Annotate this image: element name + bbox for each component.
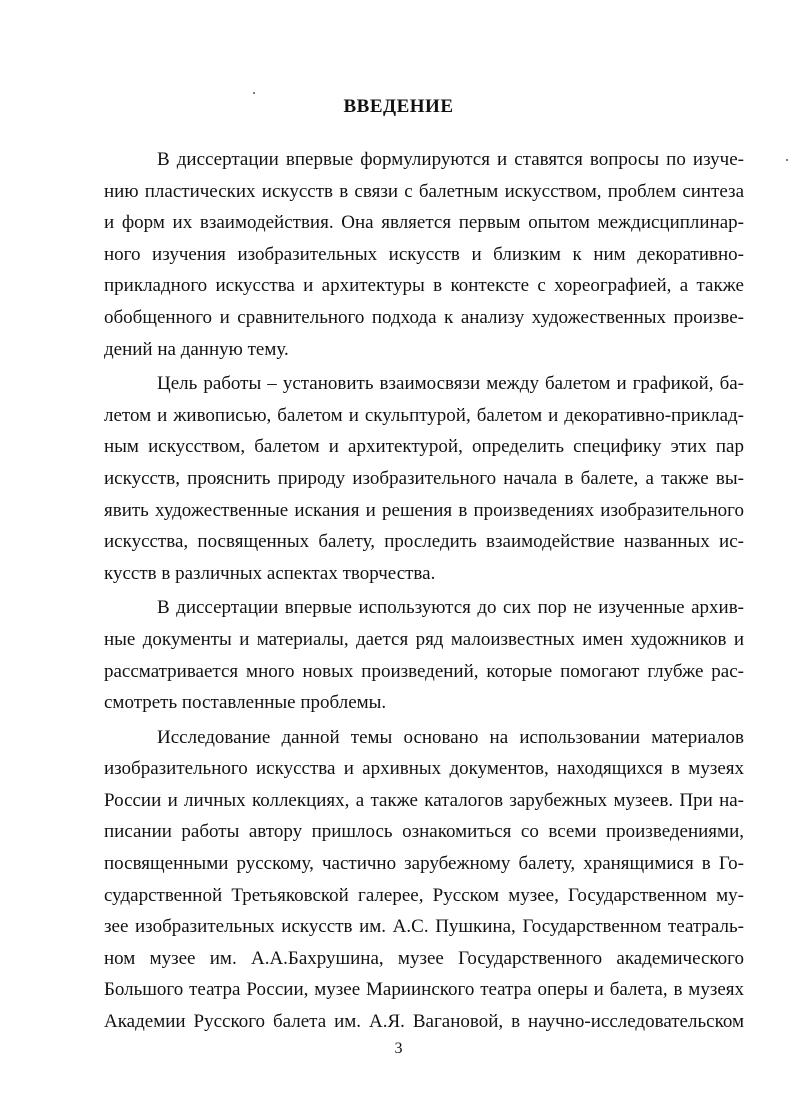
body-text	[104, 144, 744, 1038]
text-line: Большого театра России, музее Мариинского театра оперы и балета, в музеях	[104, 979, 744, 1001]
text-line: Цель работы – установить взаимосвязи между балетом и графикой, ба-	[157, 373, 744, 395]
text-line: искусства, посвященных балету, проследить взаимодействие названных ис-	[104, 531, 744, 553]
text-line: ные документы и материалы, дается ряд малоизвестных имен художников и	[104, 628, 744, 650]
text-line: летом и живописью, балетом и скульптурой, балетом и декоративно-приклад-	[104, 404, 744, 426]
text-line: явить художественные искания и решения в произведениях изобразительного	[104, 499, 744, 521]
text-line: писании работы автору пришлось ознакомиться со всеми произведениями,	[104, 821, 744, 843]
text-line: Академии Русского балета им. А.Я. Вагановой, в научно-исследовательском	[104, 1011, 744, 1033]
text-line: прикладного искусства и архитектуры в контексте с хореографией, а также	[104, 275, 744, 297]
text-line: ного изучения изобразительных искусств и близким к ним декоративно-	[104, 243, 744, 265]
text-line: России и личных коллекциях, а также каталогов зарубежных музеев. При на-	[104, 789, 744, 811]
text-line: смотреть поставленные проблемы.	[104, 692, 387, 714]
text-line: В диссертации впервые формулируются и ставятся вопросы по изуче-	[157, 149, 744, 170]
text-line: и форм их взаимодействия. Она является первым опытом междисциплинар-	[104, 212, 744, 234]
text-line: зее изобразительных искусств им. А.С. Пушкина, Государственном театраль-	[104, 916, 744, 938]
scan-speck	[786, 159, 788, 161]
text-line: рассматривается много новых произведений, которые помогают глубже рас-	[104, 660, 744, 682]
text-line: ном музее им. А.А.Бахрушина, музее Государственного академического	[104, 947, 744, 969]
text-line: кусств в различных аспектах творчества.	[104, 562, 436, 584]
text-line: В диссертации впервые используются до сих пор не изученные архив-	[157, 597, 744, 619]
text-line: ным искусством, балетом и архитектурой, определить специфику этих пар	[104, 436, 744, 458]
page-title: ВВЕДЕНИЕ	[343, 96, 454, 117]
scan-speck	[253, 92, 255, 94]
text-line: посвященными русскому, частично зарубежному балету, хранящимися в Го-	[104, 853, 744, 875]
text-line: обобщенного и сравнительного подхода к анализу художественных произве-	[104, 306, 744, 328]
text-line: искусств, прояснить природу изобразительного начала в балете, а также вы-	[104, 467, 744, 489]
text-line: изобразительного искусства и архивных документов, находящихся в музеях	[104, 758, 744, 780]
text-line: нию пластических искусств в связи с балетным искусством, проблем синтеза	[104, 180, 744, 202]
text-line: Исследование данной темы основано на использовании материалов	[157, 726, 744, 748]
text-line: дений на данную тему.	[104, 338, 289, 360]
page-number: 3	[394, 1040, 403, 1057]
text-line: сударственной Третьяковской галерее, Русском музее, Государственном му-	[104, 884, 744, 906]
